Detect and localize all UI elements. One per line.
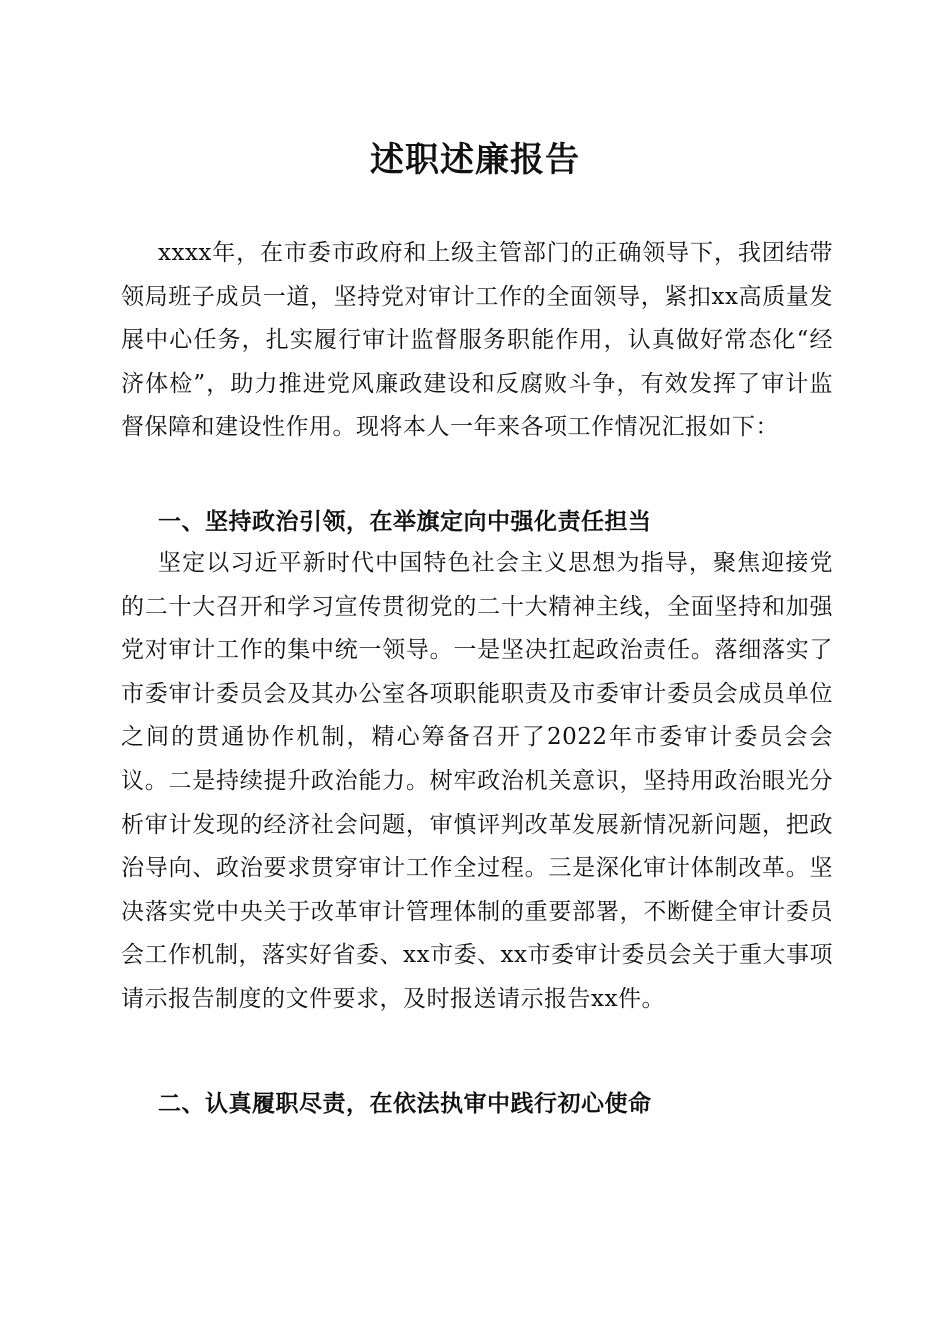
section-1-heading: 一、坚持政治引领，在举旗定向中强化责任担当 [158,509,652,535]
section-1-body: 坚定以习近平新时代中国特色社会主义思想为指导，聚焦迎接党的二十大召开和学习宣传贯彻党的二十大精神主线，全面坚持和加强党对审计工作的集中统一领导。一是坚决扛起政治责任。落细落实了市委审计委员会及其办公室各项职能职责及市委审计委员会成员单位之间的贯通协作机制，精心筹备召开了2022年市委审计委员会会议。二是持续提升政治能力。树牢政治机关意识，坚持用政治眼光分析审计发现的经济社会问题，审慎评判改革发展新情况新问题，把政治导向、政治要求贯穿审计工作全过程。三是深化审计体制改革。坚决落实党中央关于改革审计管理体制的重要部署，不断健全审计委员会工作机制，落实好省委、xx市委、xx市委审计委员会关于重大事项请示报告制度的文件要求，及时报送请示报告xx件。 [121,550,833,1012]
document-title: 述职述廉报告 [370,140,580,180]
section-2-heading: 二、认真履职尽责，在依法执审中践行初心使命 [158,1091,652,1117]
intro-paragraph: xxxx年，在市委市政府和上级主管部门的正确领导下，我团结带领局班子成员一道，坚持党对审计工作的全面领导，紧扣xx高质量发展中心任务，扎实履行审计监督服务职能作用，认真做好常态化“经济体检”，助力推进党风廉政建设和反腐败斗争，有效发挥了审计监督保障和建设性作用。现将本人一年来各项工作情况汇报如下： [121,240,833,441]
